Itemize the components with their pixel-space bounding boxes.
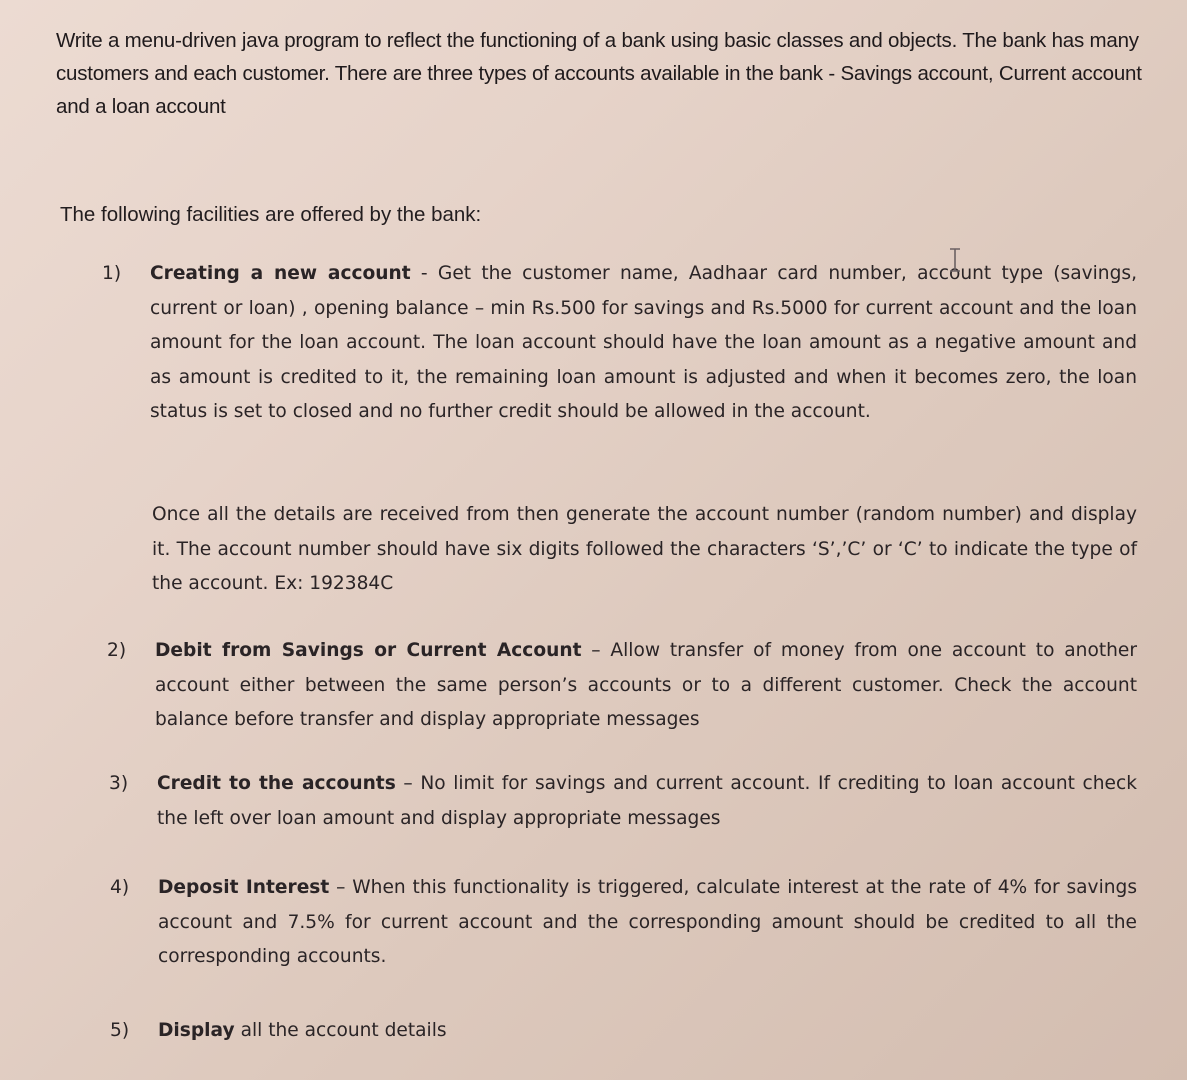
list-item-title: Credit to the accounts: [157, 773, 396, 794]
list-item-number: 4): [110, 877, 130, 898]
list-item-number: 2): [107, 640, 127, 661]
list-item-create-account: [102, 257, 1137, 430]
list-item-title: Deposit Interest: [158, 877, 330, 898]
list-item-body: all the account details: [234, 1020, 447, 1041]
list-item-title: Display: [158, 1020, 235, 1041]
list-item-debit: [107, 634, 1137, 738]
list-item-credit: [109, 767, 1137, 836]
intro-paragraph: Write a menu-driven java program to reflect the functioning of a bank using basic classes and objects. The bank has many customers and each customer. There are three types of accounts available in the bank - Savings account, Current account and a loan account: [56, 29, 1142, 118]
list-item-body: – When this functionality is triggered, calculate interest at the rate of 4% for savings account and 7.5% for current account and the corresponding amount should be credited to all the corresponding accounts.: [158, 877, 1138, 967]
list-item-continuation-text: Once all the details are received from then generate the account number (random number) and display it. The account number should have six digits followed the characters ‘S’,’C’ or ‘C’ to indicate the type of the account. Ex: 192384C: [152, 504, 1137, 594]
list-item-continuation: [152, 498, 1137, 602]
list-item-title: Debit from Savings or Current Account: [155, 640, 582, 661]
list-item-body: – Allow transfer of money from one account to another account either between the same person’s accounts or to a different customer. Check the account balance before transfer and display appropriate messages: [155, 640, 1137, 730]
list-item-text: [158, 871, 1137, 975]
list-item-text: [150, 257, 1137, 430]
list-item-number: 1): [102, 263, 122, 284]
list-item-text: [158, 1014, 1137, 1049]
list-item-body: - Get the customer name, Aadhaar card number, account type (savings, current or loan) , opening balance – min Rs.500 for savings and Rs.5000 for current account and the loan amount for the loan account. The loan account should have the loan amount as a negative amount and as amount is credited to it, the remaining loan amount is adjusted and when it becomes zero, the loan status is set to closed and no further credit should be allowed in the account.: [150, 263, 1137, 422]
list-item-text: [155, 634, 1137, 738]
list-item-number: 5): [110, 1020, 130, 1041]
list-item-body: – No limit for savings and current account. If crediting to loan account check the left over loan amount and display appropriate messages: [157, 773, 1137, 829]
list-item-display: [110, 1014, 1137, 1049]
list-item-text: [157, 767, 1137, 836]
list-item-deposit-interest: [110, 871, 1138, 975]
text-cursor-icon: [948, 247, 962, 273]
list-item-title: Creating a new account: [150, 263, 411, 284]
list-item-number: 3): [109, 773, 129, 794]
facilities-heading: The following facilities are offered by the bank:: [60, 203, 482, 226]
